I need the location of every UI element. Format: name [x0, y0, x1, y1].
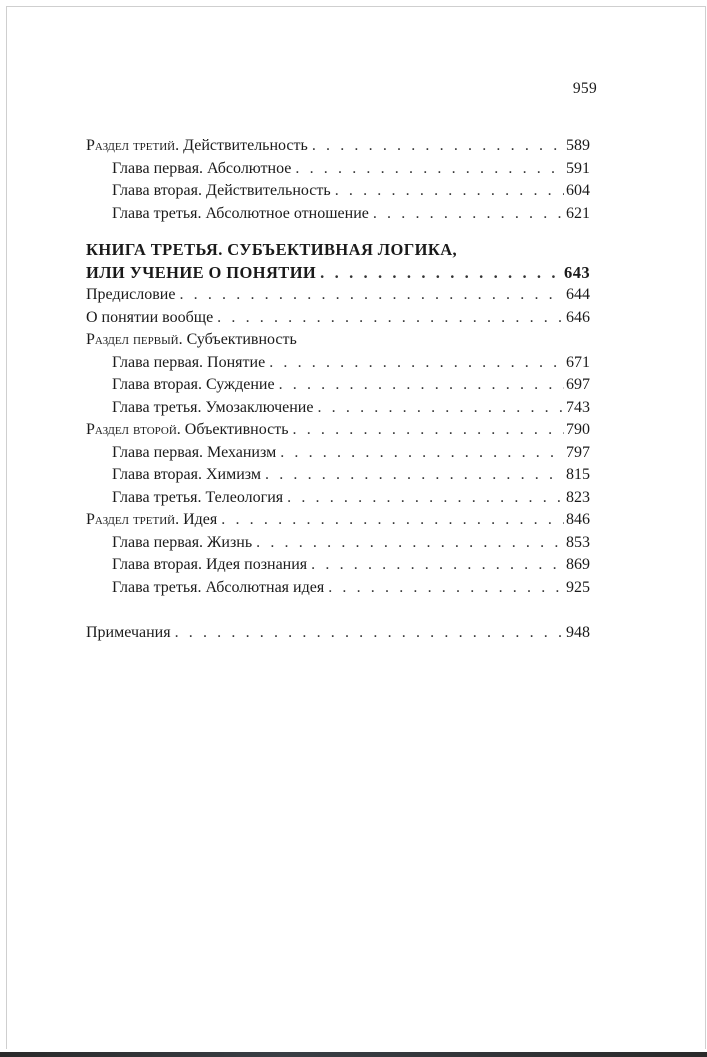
chapter-title: Глава первая. Жизнь: [112, 533, 253, 551]
leader-dots: [317, 397, 564, 420]
leader-dots: [293, 419, 565, 442]
leader-dots: [328, 577, 564, 600]
toc-section-row: [86, 329, 590, 352]
toc-chapter-row: [86, 487, 590, 510]
leader-dots: [295, 158, 564, 181]
chapter-title: Глава вторая. Суждение: [112, 376, 275, 393]
table-of-contents: [86, 135, 590, 645]
page-ref: 743: [566, 398, 590, 416]
leader-dots: [279, 374, 564, 397]
leader-dots: [256, 532, 564, 555]
chapter-title: Глава первая. Абсолютное: [112, 159, 292, 177]
leader-dots: [217, 307, 564, 330]
toc-entry-row: [86, 284, 590, 307]
toc-entry-row: [86, 622, 590, 645]
spacer: [86, 599, 590, 622]
leader-dots: [373, 203, 564, 226]
page-ref: 621: [566, 204, 590, 222]
chapter-title: Глава вторая. Идея познания: [112, 556, 308, 573]
section-prefix: Раздел третий: [86, 511, 176, 528]
leader-dots: [221, 509, 564, 532]
chapter-title: Глава первая. Механизм: [112, 443, 277, 461]
toc-section-row: [86, 419, 590, 442]
window-bottom-edge: [0, 1052, 707, 1057]
page-ref: 644: [566, 286, 590, 303]
page-ref: 589: [566, 137, 590, 154]
leader-dots: [179, 284, 564, 307]
book-title-line-2: ИЛИ УЧЕНИЕ О ПОНЯТИИ: [86, 262, 317, 282]
entry-title: О понятии вообще: [86, 308, 214, 326]
page-ref: 797: [566, 443, 590, 461]
page-ref: 853: [566, 533, 590, 551]
toc-chapter-row: [86, 180, 590, 203]
page-ref: 846: [566, 511, 590, 528]
toc-section-row: [86, 509, 590, 532]
chapter-title: Глава вторая. Химизм: [112, 466, 261, 483]
section-title: . Субъективность: [178, 331, 297, 348]
leader-dots: [280, 442, 564, 465]
page-ref: 697: [566, 376, 590, 393]
leader-dots: [320, 262, 562, 285]
page-ref: 869: [566, 556, 590, 573]
page-ref: 591: [566, 159, 590, 177]
toc-chapter-row: [86, 203, 590, 226]
chapter-title: Глава первая. Понятие: [112, 353, 266, 371]
toc-chapter-row: [86, 532, 590, 555]
toc-chapter-row: [86, 352, 590, 375]
leader-dots: [287, 487, 564, 510]
leader-dots: [312, 135, 564, 158]
toc-chapter-row: [86, 554, 590, 577]
page-number: 959: [572, 80, 597, 97]
leader-dots: [311, 554, 564, 577]
page-ref: 790: [566, 421, 590, 438]
toc-chapter-row: [86, 464, 590, 487]
entry-title: Предисловие: [86, 286, 176, 303]
page-ref: 671: [566, 353, 590, 371]
chapter-title: Глава третья. Телеология: [112, 488, 284, 506]
book-title-line-1: КНИГА ТРЕТЬЯ. СУБЪЕКТИВНАЯ ЛОГИКА,: [86, 240, 458, 259]
section-prefix: Раздел третий: [86, 137, 176, 154]
leader-dots: [269, 352, 564, 375]
section-title: . Действительность: [175, 137, 308, 154]
toc-chapter-row: [86, 397, 590, 420]
toc-section-row: [86, 135, 590, 158]
section-prefix: Раздел второй: [86, 421, 177, 438]
chapter-title: Глава третья. Умозаключение: [112, 398, 314, 416]
page-ref: 604: [566, 182, 590, 199]
toc-chapter-row: [86, 158, 590, 181]
leader-dots: [265, 464, 564, 487]
chapter-title: Глава третья. Абсолютная идея: [112, 578, 325, 596]
toc-entry-row: [86, 307, 590, 330]
book-title-row: [86, 262, 590, 285]
entry-title: Примечания: [86, 624, 171, 641]
page-ref: 643: [564, 262, 590, 282]
toc-chapter-row: [86, 374, 590, 397]
section-title: . Идея: [175, 511, 218, 528]
leader-dots: [335, 180, 564, 203]
chapter-title: Глава вторая. Действительность: [112, 182, 331, 199]
section-title: . Объективность: [176, 421, 289, 438]
leader-dots: [175, 622, 564, 645]
section-prefix: Раздел первый: [86, 331, 179, 348]
chapter-title: Глава третья. Абсолютное отношение: [112, 204, 369, 222]
toc-chapter-row: [86, 577, 590, 600]
page-ref: 948: [566, 624, 590, 641]
page-ref: 823: [566, 488, 590, 506]
page-ref: 815: [566, 466, 590, 483]
toc-chapter-row: [86, 442, 590, 465]
page-ref: 646: [566, 308, 590, 326]
page-ref: 925: [566, 578, 590, 596]
spacer: [86, 225, 590, 239]
